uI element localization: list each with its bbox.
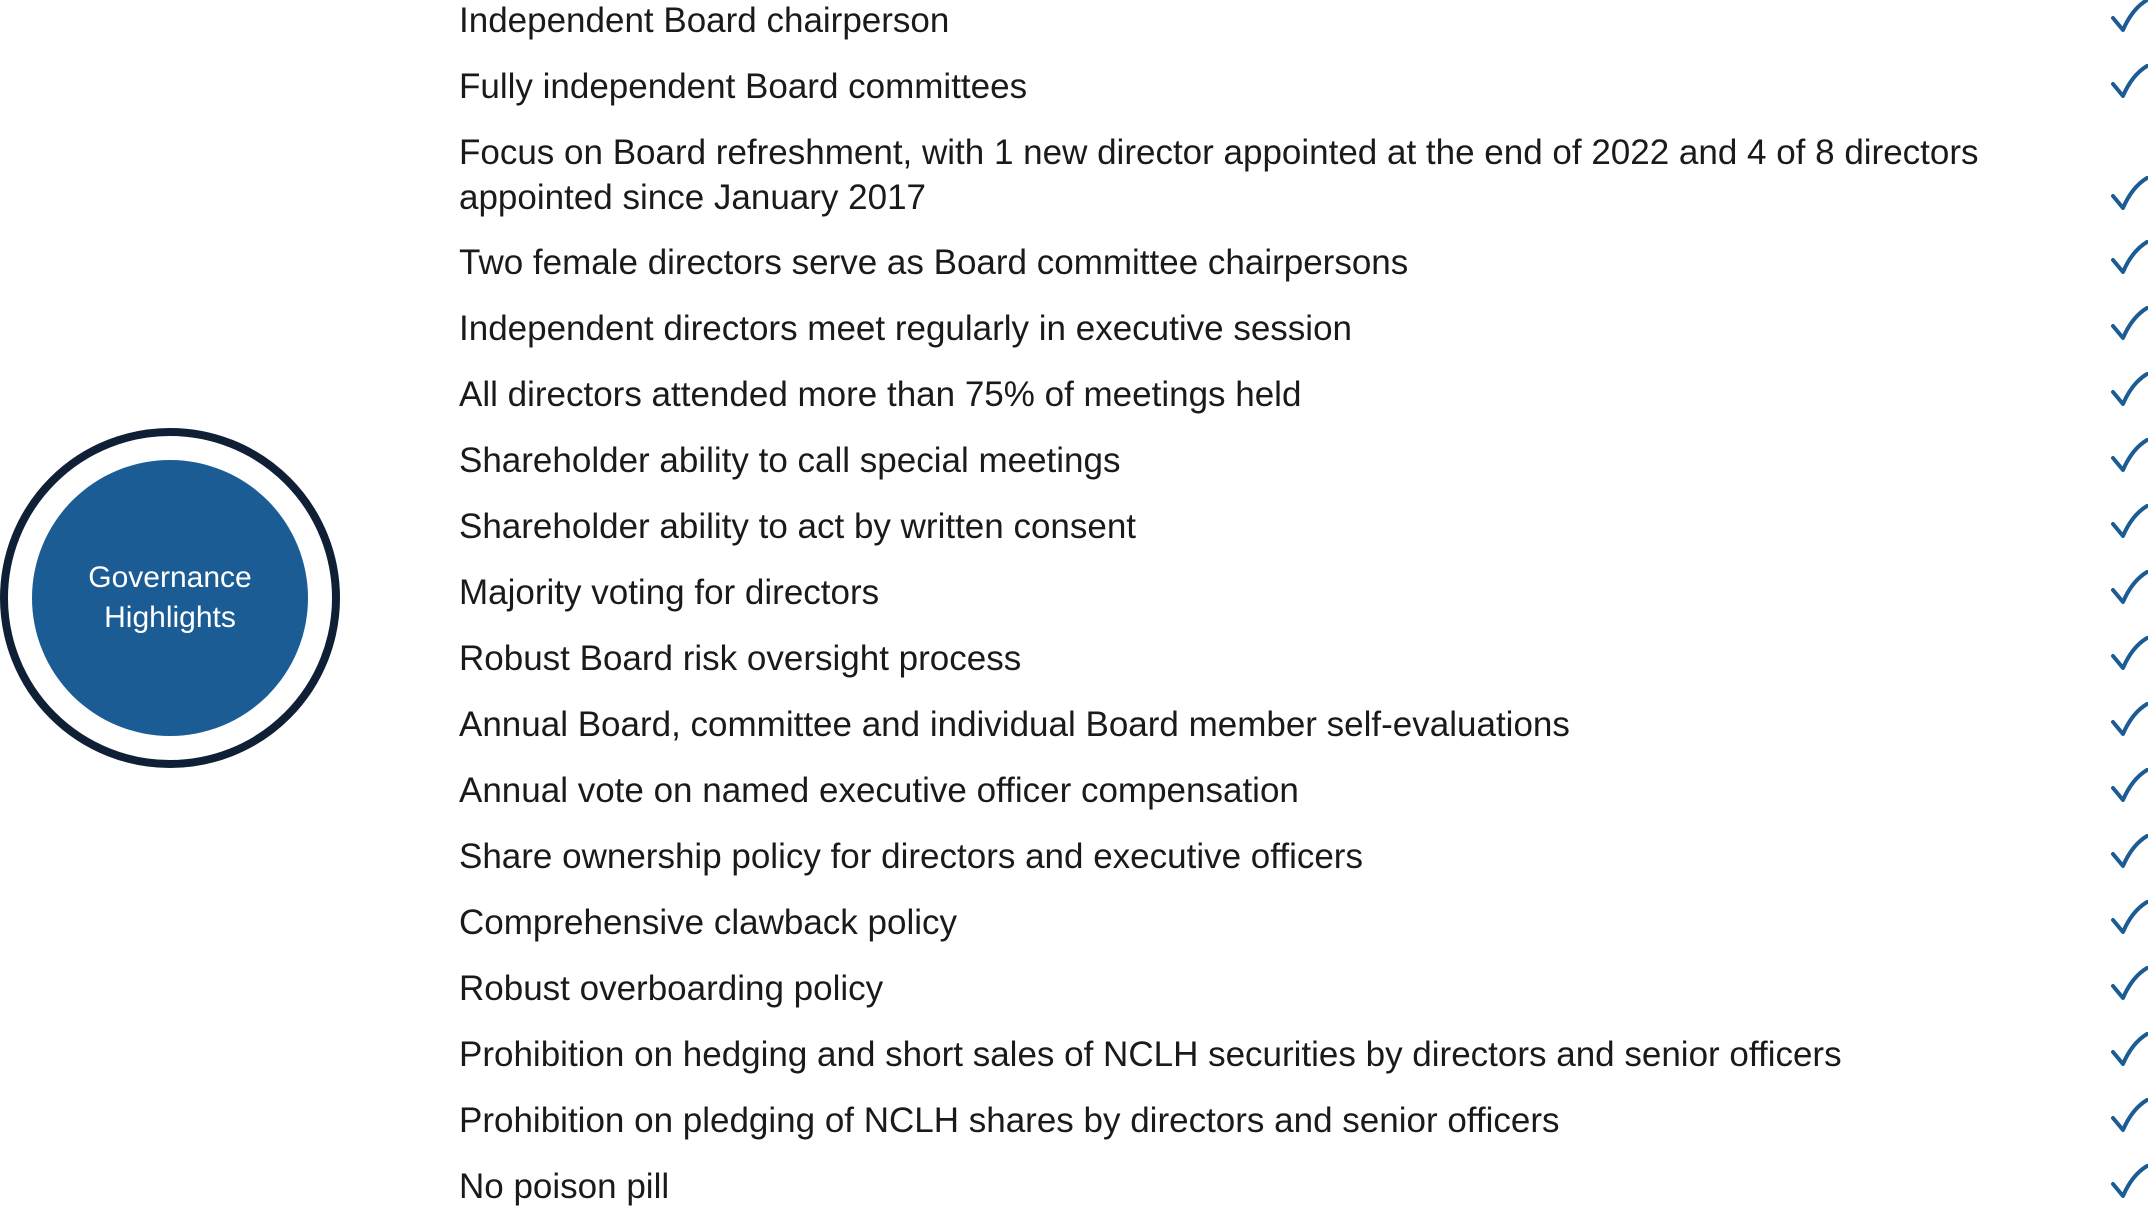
highlight-text: Robust Board risk oversight process bbox=[459, 639, 1022, 678]
checkmark-icon bbox=[2109, 174, 2148, 214]
highlight-text: Majority voting for directors bbox=[459, 573, 880, 612]
badge-label-line2: Highlights bbox=[104, 601, 236, 634]
checkmark-icon bbox=[2109, 304, 2148, 344]
highlight-text: Comprehensive clawback policy bbox=[459, 903, 957, 942]
highlight-text: Prohibition on pledging of NCLH shares by directors and senior officers bbox=[459, 1101, 1560, 1140]
highlight-text: Annual vote on named executive officer compensation bbox=[459, 771, 1299, 810]
checkmark-icon bbox=[2109, 1162, 2148, 1202]
highlight-text: No poison pill bbox=[459, 1167, 670, 1206]
highlight-text: All directors attended more than 75% of meetings held bbox=[459, 375, 1302, 414]
checkmark-icon bbox=[2109, 964, 2148, 1004]
highlight-text: Shareholder ability to act by written consent bbox=[459, 507, 1137, 546]
highlight-text: Two female directors serve as Board committee chairpersons bbox=[459, 243, 1409, 282]
badge-label-line1: Governance bbox=[88, 561, 252, 594]
highlight-text: Shareholder ability to call special meetings bbox=[459, 441, 1121, 480]
highlight-text: Independent Board chairperson bbox=[459, 1, 950, 40]
checkmark-icon bbox=[2109, 898, 2148, 938]
checkmark-icon bbox=[2109, 832, 2148, 872]
checkmark-icon bbox=[2109, 0, 2148, 36]
highlight-text: Independent directors meet regularly in executive session bbox=[459, 309, 1352, 348]
checkmark-icon bbox=[2109, 1096, 2148, 1136]
checkmark-icon bbox=[2109, 370, 2148, 410]
checkmark-icon bbox=[2109, 634, 2148, 674]
checkmark-icon bbox=[2109, 700, 2148, 740]
highlight-text: Focus on Board refreshment, with 1 new director appointed at the end of 2022 and 4 of 8 directors appointed since January 2017 bbox=[459, 133, 1979, 217]
checkmark-icon bbox=[2109, 502, 2148, 542]
checkmark-icon bbox=[2109, 568, 2148, 608]
checkmark-icon bbox=[2109, 766, 2148, 806]
highlight-text: Prohibition on hedging and short sales of NCLH securities by directors and senior officers bbox=[459, 1035, 1842, 1074]
checkmark-icon bbox=[2109, 436, 2148, 476]
checkmark-icon bbox=[2109, 238, 2148, 278]
highlight-text: Robust overboarding policy bbox=[459, 969, 884, 1008]
highlight-text: Share ownership policy for directors and executive officers bbox=[459, 837, 1363, 876]
highlight-text: Annual Board, committee and individual Board member self-evaluations bbox=[459, 705, 1570, 744]
checkmark-icon bbox=[2109, 62, 2148, 102]
checkmark-icon bbox=[2109, 1030, 2148, 1070]
highlight-text: Fully independent Board committees bbox=[459, 67, 1028, 106]
